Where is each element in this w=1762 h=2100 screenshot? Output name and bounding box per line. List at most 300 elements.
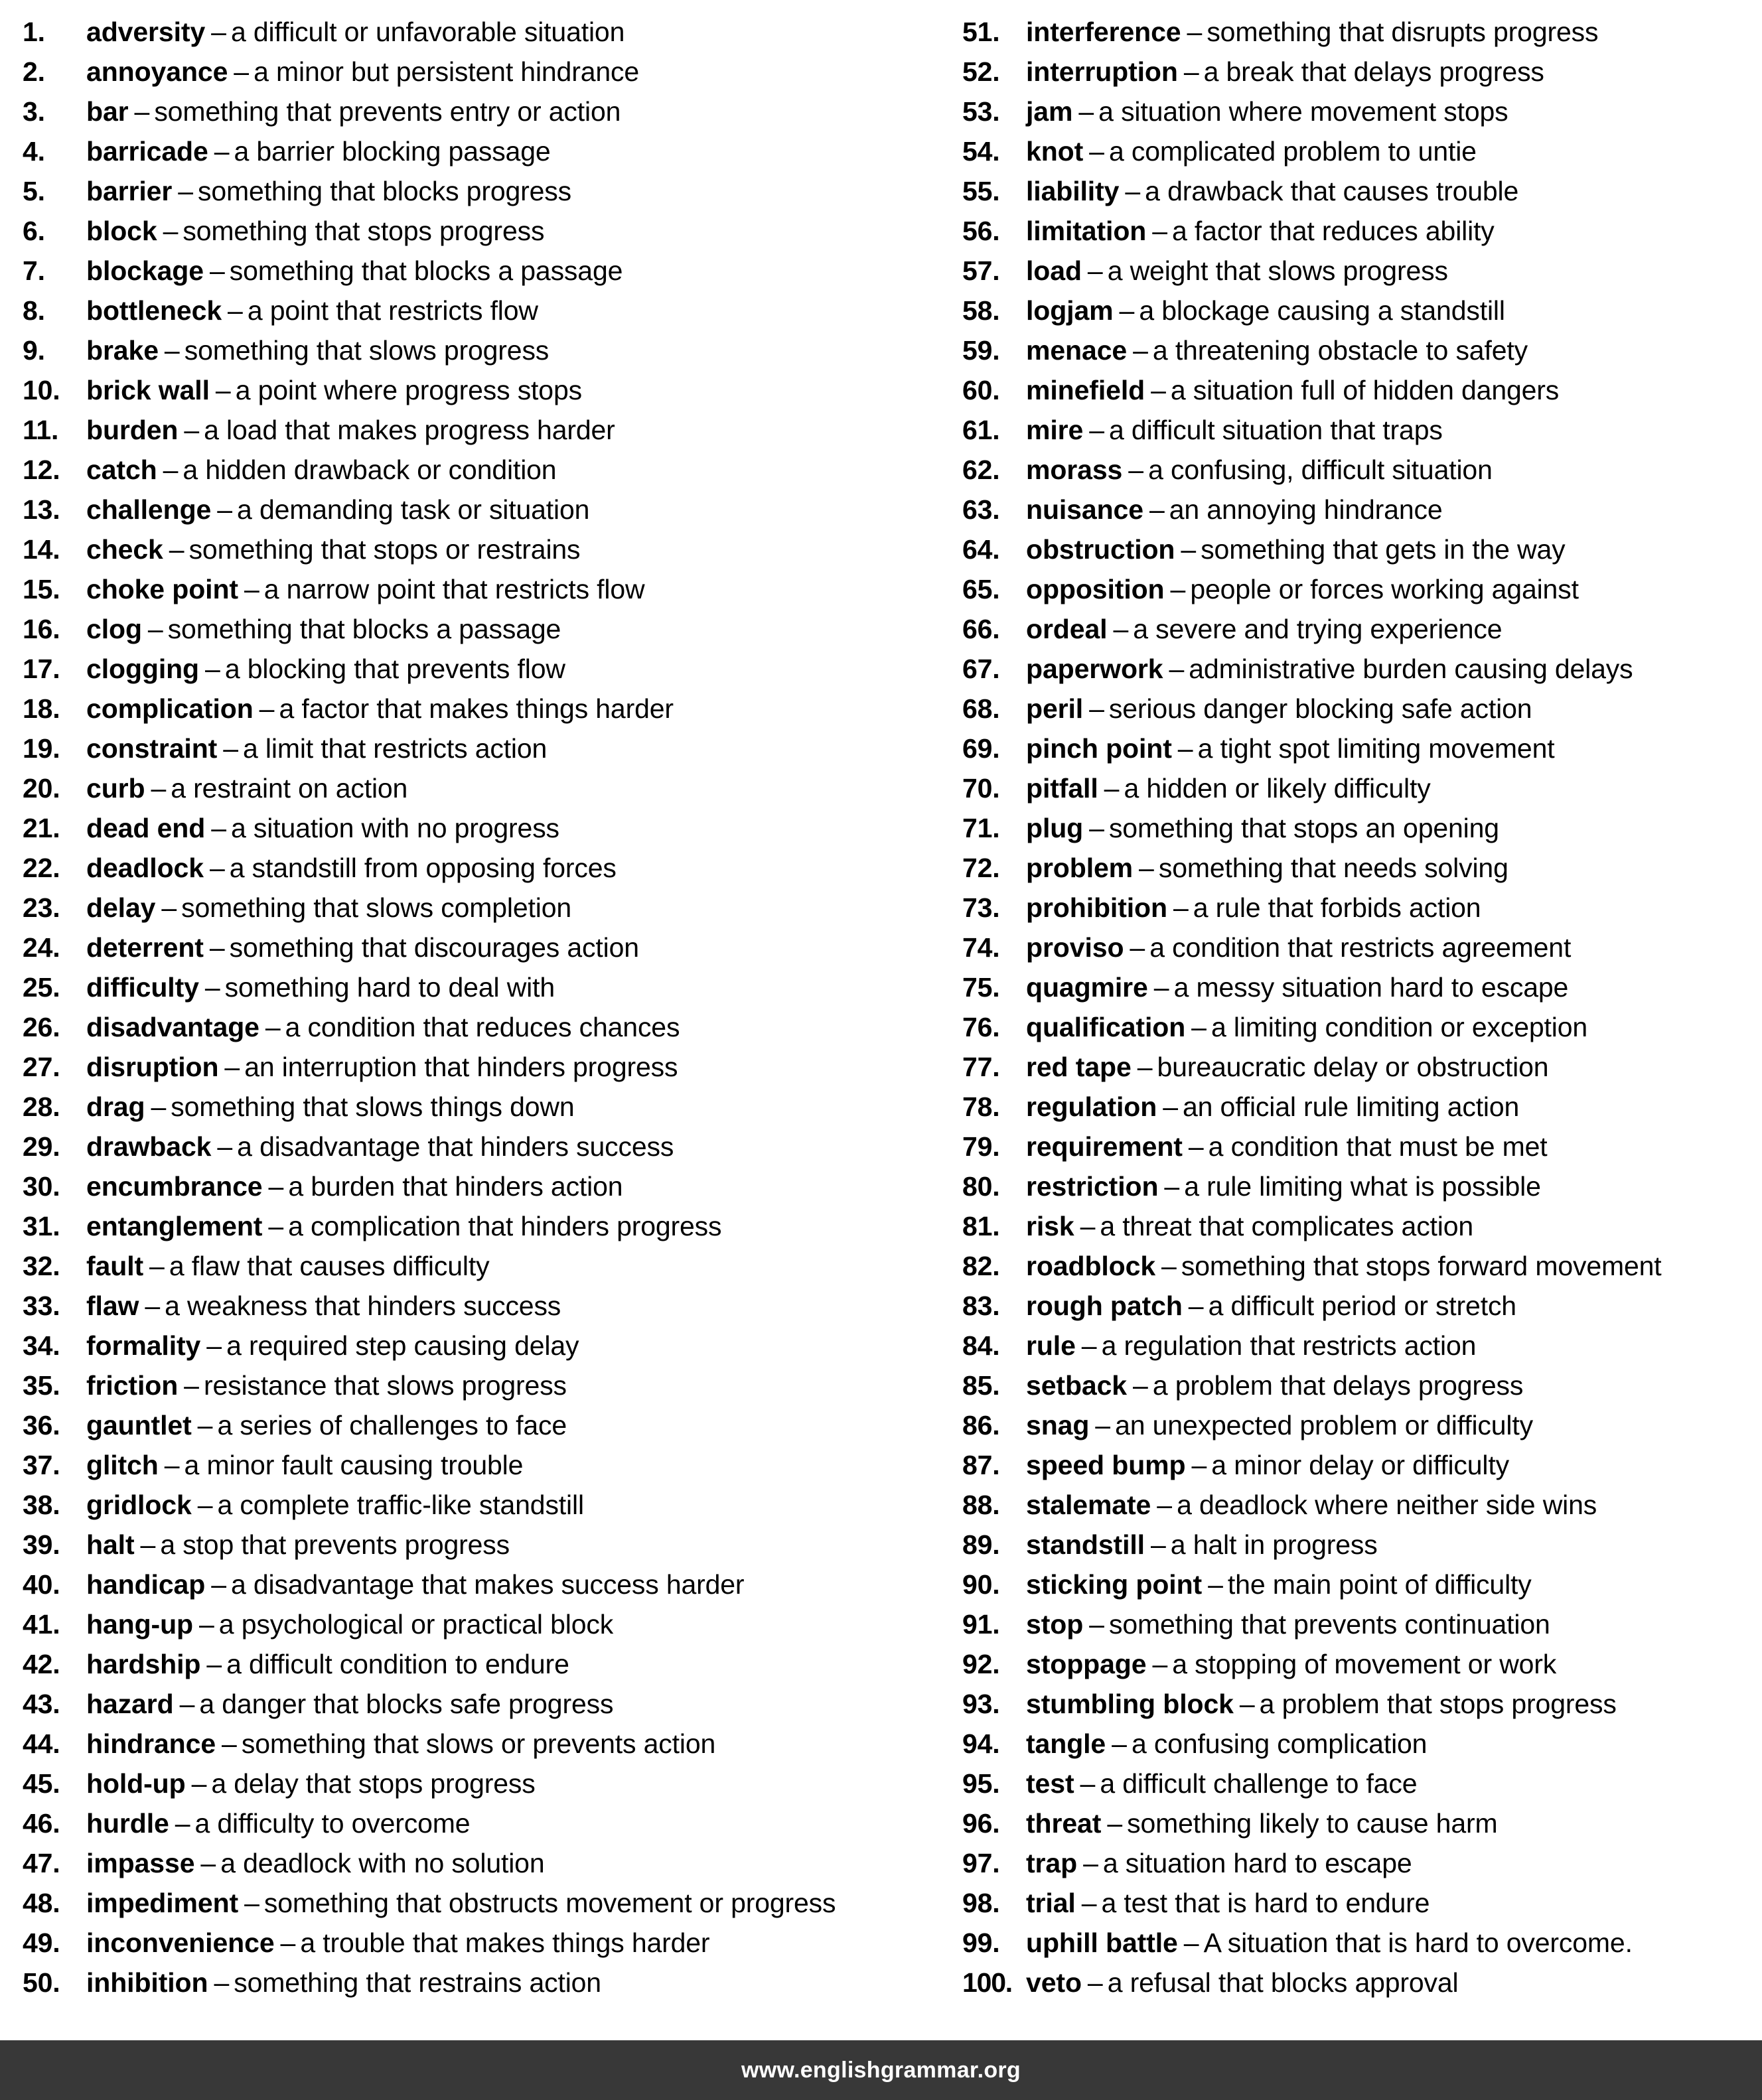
list-item-definition: a limiting condition or exception xyxy=(1211,1012,1588,1042)
list-item xyxy=(962,1764,1762,1803)
list-item-term: entanglement xyxy=(86,1211,263,1241)
list-item xyxy=(23,1963,949,2002)
list-item-term: paperwork xyxy=(1026,654,1163,684)
list-item-separator-dash: – xyxy=(1191,1450,1207,1480)
list-item-definition: a messy situation hard to escape xyxy=(1173,972,1569,1003)
list-item-term: standstill xyxy=(1026,1529,1145,1560)
list-item-definition: a disadvantage that hinders success xyxy=(237,1131,674,1162)
list-item-number: 24. xyxy=(23,932,60,963)
list-item-number: 95. xyxy=(962,1768,1000,1799)
list-item-term: jam xyxy=(1026,96,1073,127)
list-item-number: 2. xyxy=(23,56,45,87)
list-item-term: hazard xyxy=(86,1689,174,1719)
list-item-term: interference xyxy=(1026,17,1181,47)
list-item xyxy=(23,1246,949,1286)
list-item-number: 16. xyxy=(23,614,60,644)
list-item-number: 78. xyxy=(962,1091,1000,1122)
list-item-term: tangle xyxy=(1026,1728,1106,1759)
list-item-number: 15. xyxy=(23,574,60,604)
list-item-separator-dash: – xyxy=(1157,1490,1173,1520)
list-item xyxy=(23,370,949,410)
list-item-number: 40. xyxy=(23,1569,60,1600)
list-item-definition: something that prevents entry or action xyxy=(154,96,621,127)
list-item-separator-dash: – xyxy=(169,534,184,565)
list-item-separator-dash: – xyxy=(1113,614,1129,644)
list-item xyxy=(962,1286,1762,1326)
list-item-term: difficulty xyxy=(86,972,199,1003)
list-item-definition: a factor that reduces ability xyxy=(1172,216,1495,246)
list-item-definition: a break that delays progress xyxy=(1203,56,1544,87)
list-item-separator-dash: – xyxy=(1080,1768,1096,1799)
list-item-term: load xyxy=(1026,255,1082,286)
list-item xyxy=(23,967,949,1007)
list-item-term: adversity xyxy=(86,17,206,47)
list-item-number: 34. xyxy=(23,1330,60,1361)
list-item-separator-dash: – xyxy=(1133,335,1148,366)
list-item-definition: a point where progress stops xyxy=(235,375,582,405)
list-item xyxy=(23,131,949,171)
list-item xyxy=(23,848,949,888)
list-item xyxy=(962,967,1762,1007)
list-item-number: 84. xyxy=(962,1330,1000,1361)
list-item-number: 71. xyxy=(962,813,1000,843)
list-item-term: stop xyxy=(1026,1609,1084,1640)
list-item xyxy=(23,1365,949,1405)
list-item-number: 51. xyxy=(962,17,1000,47)
list-item-definition: a complicated problem to untie xyxy=(1108,136,1477,167)
list-item-separator-dash: – xyxy=(175,1808,190,1839)
list-item-definition: something that stops or restrains xyxy=(188,534,581,565)
list-item-term: hindrance xyxy=(86,1728,216,1759)
list-item-number: 75. xyxy=(962,972,1000,1003)
list-item-separator-dash: – xyxy=(191,1768,207,1799)
list-item-separator-dash: – xyxy=(1164,1171,1180,1202)
list-item-separator-dash: – xyxy=(215,375,231,405)
list-item-separator-dash: – xyxy=(184,415,200,445)
list-item-term: block xyxy=(86,216,157,246)
list-item-term: curb xyxy=(86,773,145,804)
list-item xyxy=(962,1604,1762,1644)
list-item-definition: a series of challenges to face xyxy=(217,1410,567,1440)
list-item xyxy=(962,1206,1762,1246)
list-item-separator-dash: – xyxy=(234,56,250,87)
list-item-number: 57. xyxy=(962,255,1000,286)
list-item-number: 29. xyxy=(23,1131,60,1162)
list-item-term: risk xyxy=(1026,1211,1074,1241)
list-item-term: pitfall xyxy=(1026,773,1098,804)
list-item-term: ordeal xyxy=(1026,614,1108,644)
list-item xyxy=(962,569,1762,609)
list-item-number: 7. xyxy=(23,255,45,286)
list-item-definition: a delay that stops progress xyxy=(211,1768,536,1799)
list-item-definition: a test that is hard to endure xyxy=(1101,1888,1430,1918)
list-item-number: 26. xyxy=(23,1012,60,1042)
list-item-separator-dash: – xyxy=(151,1091,167,1122)
list-item-definition: a drawback that causes trouble xyxy=(1145,176,1519,206)
list-item-term: burden xyxy=(86,415,179,445)
list-item-number: 48. xyxy=(23,1888,60,1918)
list-item-term: snag xyxy=(1026,1410,1090,1440)
list-item-separator-dash: – xyxy=(1137,1052,1153,1082)
list-item-number: 21. xyxy=(23,813,60,843)
list-item-number: 82. xyxy=(962,1251,1000,1281)
list-item-separator-dash: – xyxy=(1083,1848,1098,1878)
list-item-term: plug xyxy=(1026,813,1084,843)
list-item-term: flaw xyxy=(86,1291,139,1321)
list-item-definition: a difficult period or stretch xyxy=(1208,1291,1516,1321)
list-item xyxy=(23,1525,949,1565)
list-item-separator-dash: – xyxy=(214,136,230,167)
list-item-separator-dash: – xyxy=(204,972,220,1003)
list-item-term: check xyxy=(86,534,163,565)
list-item-number: 31. xyxy=(23,1211,60,1241)
list-item xyxy=(23,1565,949,1604)
list-item-term: pinch point xyxy=(1026,733,1172,764)
list-item-definition: a complication that hinders progress xyxy=(288,1211,722,1241)
list-item-separator-dash: – xyxy=(214,1967,230,1998)
list-item xyxy=(962,1007,1762,1047)
list-item xyxy=(962,450,1762,490)
list-item-term: blockage xyxy=(86,255,204,286)
list-item-separator-dash: – xyxy=(1104,773,1120,804)
list-item-number: 98. xyxy=(962,1888,1000,1918)
list-item-definition: a difficulty to overcome xyxy=(194,1808,471,1839)
list-item-term: quagmire xyxy=(1026,972,1148,1003)
list-item-term: hardship xyxy=(86,1649,201,1679)
list-item-separator-dash: – xyxy=(1095,1410,1111,1440)
list-item-separator-dash: – xyxy=(145,1291,161,1321)
list-item-term: hang-up xyxy=(86,1609,193,1640)
list-item-definition: a demanding task or situation xyxy=(237,494,590,525)
list-item-definition: a blocking that prevents flow xyxy=(224,654,565,684)
list-item-number: 61. xyxy=(962,415,1000,445)
list-item xyxy=(962,330,1762,370)
list-item-separator-dash: – xyxy=(1188,1291,1204,1321)
list-item-definition: bureaucratic delay or obstruction xyxy=(1157,1052,1549,1082)
list-item xyxy=(23,729,949,768)
list-item-number: 20. xyxy=(23,773,60,804)
list-item-definition: a difficult condition to endure xyxy=(226,1649,569,1679)
list-item-separator-dash: – xyxy=(1153,972,1169,1003)
list-item-term: rough patch xyxy=(1026,1291,1183,1321)
list-item-separator-dash: – xyxy=(1089,693,1104,724)
list-item xyxy=(962,888,1762,928)
list-item-number: 54. xyxy=(962,136,1000,167)
list-item-definition: a condition that restricts agreement xyxy=(1149,932,1572,963)
list-item-number: 58. xyxy=(962,295,1000,326)
list-item-separator-dash: – xyxy=(1169,654,1185,684)
list-item-separator-dash: – xyxy=(163,216,179,246)
left-column-list xyxy=(23,12,949,2002)
list-item-definition: a severe and trying experience xyxy=(1133,614,1503,644)
list-item xyxy=(962,1684,1762,1724)
list-item xyxy=(23,609,949,649)
list-item-number: 77. xyxy=(962,1052,1000,1082)
list-item-definition: a rule limiting what is possible xyxy=(1184,1171,1541,1202)
list-item-definition: a hidden or likely difficulty xyxy=(1124,773,1431,804)
list-item-term: halt xyxy=(86,1529,135,1560)
list-item xyxy=(962,1166,1762,1206)
list-item-term: restriction xyxy=(1026,1171,1159,1202)
list-item-separator-dash: – xyxy=(1177,733,1193,764)
list-item-definition: a blockage causing a standstill xyxy=(1139,295,1505,326)
list-item-term: complication xyxy=(86,693,254,724)
list-item-term: regulation xyxy=(1026,1091,1157,1122)
list-item-definition: a trouble that makes things harder xyxy=(300,1927,710,1958)
list-item-separator-dash: – xyxy=(224,1052,240,1082)
list-item-number: 45. xyxy=(23,1768,60,1799)
list-item-separator-dash: – xyxy=(244,1888,259,1918)
list-item-number: 42. xyxy=(23,1649,60,1679)
list-item-term: menace xyxy=(1026,335,1128,366)
list-item-separator-dash: – xyxy=(197,1410,213,1440)
list-item-definition: something that slows progress xyxy=(184,335,550,366)
list-item-separator-dash: – xyxy=(1089,415,1105,445)
list-item-separator-dash: – xyxy=(1139,853,1154,883)
list-item-definition: a halt in progress xyxy=(1170,1529,1378,1560)
list-item-term: inhibition xyxy=(86,1967,208,1998)
list-item-definition: something that stops an opening xyxy=(1108,813,1499,843)
right-column xyxy=(949,12,1762,2002)
list-item-term: morass xyxy=(1026,455,1123,485)
list-item-definition: a minor fault causing trouble xyxy=(184,1450,524,1480)
list-item xyxy=(23,1007,949,1047)
list-item xyxy=(23,330,949,370)
list-item xyxy=(23,1644,949,1684)
list-item-number: 81. xyxy=(962,1211,1000,1241)
list-item xyxy=(962,1923,1762,1963)
list-item-separator-dash: – xyxy=(1133,1370,1148,1401)
list-item xyxy=(962,1365,1762,1405)
list-item-separator-dash: – xyxy=(222,1728,237,1759)
list-item-term: trap xyxy=(1026,1848,1078,1878)
list-item-definition: a tight spot limiting movement xyxy=(1197,733,1555,764)
list-item-term: stoppage xyxy=(1026,1649,1147,1679)
list-item-definition: a threatening obstacle to safety xyxy=(1152,335,1528,366)
list-item-definition: something that restrains action xyxy=(234,1967,601,1998)
list-item xyxy=(23,569,949,609)
list-item-separator-dash: – xyxy=(1181,534,1197,565)
list-item-number: 17. xyxy=(23,654,60,684)
list-item xyxy=(962,211,1762,251)
list-item-term: sticking point xyxy=(1026,1569,1203,1600)
list-item-term: drag xyxy=(86,1091,145,1122)
list-item-term: knot xyxy=(1026,136,1084,167)
list-item xyxy=(962,1644,1762,1684)
list-item xyxy=(23,1445,949,1485)
list-item-definition: something that needs solving xyxy=(1158,853,1508,883)
list-item-term: inconvenience xyxy=(86,1927,275,1958)
list-item xyxy=(962,171,1762,211)
list-item-term: barricade xyxy=(86,136,208,167)
list-item-number: 56. xyxy=(962,216,1000,246)
list-item-separator-dash: – xyxy=(1087,255,1103,286)
list-item xyxy=(23,1724,949,1764)
list-item-number: 33. xyxy=(23,1291,60,1321)
list-item-separator-dash: – xyxy=(1183,56,1199,87)
list-item-number: 47. xyxy=(23,1848,60,1878)
list-item-definition: a confusing complication xyxy=(1131,1728,1428,1759)
list-item-separator-dash: – xyxy=(228,295,243,326)
list-item-number: 50. xyxy=(23,1967,60,1998)
list-item-separator-dash: – xyxy=(147,614,163,644)
list-item-term: limitation xyxy=(1026,216,1147,246)
list-item-definition: a difficult or unfavorable situation xyxy=(230,17,625,47)
list-item-definition: a minor delay or difficulty xyxy=(1211,1450,1509,1480)
list-item-term: bar xyxy=(86,96,129,127)
list-item-number: 68. xyxy=(962,693,1000,724)
list-item-number: 8. xyxy=(23,295,45,326)
list-item-definition: a point that restricts flow xyxy=(247,295,538,326)
list-item-term: bottleneck xyxy=(86,295,222,326)
list-item-separator-dash: – xyxy=(140,1529,156,1560)
footer-bar xyxy=(0,2040,1762,2100)
list-item-separator-dash: – xyxy=(211,1569,226,1600)
list-item-term: hurdle xyxy=(86,1808,169,1839)
list-item-number: 66. xyxy=(962,614,1000,644)
list-item-separator-dash: – xyxy=(1187,17,1203,47)
list-item xyxy=(962,729,1762,768)
list-item xyxy=(962,1127,1762,1166)
list-item-definition: something that gets in the way xyxy=(1201,534,1566,565)
list-item-separator-dash: – xyxy=(164,335,180,366)
list-item-number: 27. xyxy=(23,1052,60,1082)
list-item xyxy=(23,490,949,529)
list-item-definition: something likely to cause harm xyxy=(1127,1808,1498,1839)
list-item xyxy=(962,1246,1762,1286)
list-item xyxy=(962,131,1762,171)
list-item-term: fault xyxy=(86,1251,144,1281)
list-item-number: 19. xyxy=(23,733,60,764)
list-item-term: formality xyxy=(86,1330,201,1361)
list-item-separator-dash: – xyxy=(1149,494,1165,525)
list-item-separator-dash: – xyxy=(209,932,225,963)
list-item-number: 39. xyxy=(23,1529,60,1560)
list-item-separator-dash: – xyxy=(205,654,220,684)
list-item-term: proviso xyxy=(1026,932,1124,963)
list-item xyxy=(962,490,1762,529)
list-item-definition: a load that makes progress harder xyxy=(204,415,615,445)
list-item-term: friction xyxy=(86,1370,179,1401)
list-item-number: 30. xyxy=(23,1171,60,1202)
list-item-term: impasse xyxy=(86,1848,195,1878)
list-item-definition: something that obstructs movement or progress xyxy=(263,1888,836,1918)
list-item-term: catch xyxy=(86,455,157,485)
list-item-separator-dash: – xyxy=(149,1251,165,1281)
list-item-number: 70. xyxy=(962,773,1000,804)
list-item-term: dead end xyxy=(86,813,206,843)
list-item-definition: a rule that forbids action xyxy=(1193,892,1481,923)
list-item-definition: administrative burden causing delays xyxy=(1189,654,1633,684)
list-item xyxy=(23,410,949,450)
list-item-definition: a weakness that hinders success xyxy=(165,1291,561,1321)
list-item-term: brick wall xyxy=(86,375,210,405)
list-item-definition: something that slows or prevents action xyxy=(241,1728,716,1759)
list-item-separator-dash: – xyxy=(1089,813,1104,843)
list-item xyxy=(962,1843,1762,1883)
list-item-number: 46. xyxy=(23,1808,60,1839)
right-column-list xyxy=(962,12,1762,2002)
list-item xyxy=(962,1525,1762,1565)
list-item-separator-dash: – xyxy=(178,176,194,206)
list-item-number: 62. xyxy=(962,455,1000,485)
list-item-term: gauntlet xyxy=(86,1410,192,1440)
list-item xyxy=(23,1485,949,1525)
list-item-number: 85. xyxy=(962,1370,1000,1401)
list-item-term: uphill battle xyxy=(1026,1927,1178,1958)
list-item xyxy=(962,1803,1762,1843)
list-item-definition: something that slows completion xyxy=(181,892,572,923)
list-item-separator-dash: – xyxy=(259,693,275,724)
list-item-definition: a condition that reduces chances xyxy=(285,1012,680,1042)
list-item-term: impediment xyxy=(86,1888,239,1918)
list-item-number: 67. xyxy=(962,654,1000,684)
list-item-separator-dash: – xyxy=(134,96,150,127)
list-item-separator-dash: – xyxy=(211,17,226,47)
list-item-definition: a stopping of movement or work xyxy=(1172,1649,1557,1679)
list-item-separator-dash: – xyxy=(217,1131,233,1162)
list-item xyxy=(962,808,1762,848)
list-item-separator-dash: – xyxy=(1078,96,1094,127)
list-item-term: liability xyxy=(1026,176,1120,206)
list-item-definition: a situation full of hidden dangers xyxy=(1170,375,1560,405)
list-item-separator-dash: – xyxy=(223,733,239,764)
list-item-definition: a factor that makes things harder xyxy=(279,693,674,724)
list-item xyxy=(23,649,949,689)
list-item xyxy=(23,12,949,52)
list-item xyxy=(23,1883,949,1923)
list-item-term: mire xyxy=(1026,415,1084,445)
list-item-separator-dash: – xyxy=(200,1848,216,1878)
list-item-term: qualification xyxy=(1026,1012,1186,1042)
list-item xyxy=(962,1326,1762,1365)
list-item-separator-dash: – xyxy=(1081,1888,1097,1918)
list-item-definition: something that prevents continuation xyxy=(1108,1609,1550,1640)
list-item-term: rule xyxy=(1026,1330,1076,1361)
list-item-number: 12. xyxy=(23,455,60,485)
list-item xyxy=(23,928,949,967)
list-item-definition: a required step causing delay xyxy=(226,1330,579,1361)
list-item-separator-dash: – xyxy=(1087,1967,1103,1998)
list-item-number: 88. xyxy=(962,1490,1000,1520)
list-item-separator-dash: – xyxy=(1163,1091,1178,1122)
list-item-definition: a refusal that blocks approval xyxy=(1107,1967,1459,1998)
list-item-term: disadvantage xyxy=(86,1012,259,1042)
list-item-definition: a flaw that causes difficulty xyxy=(169,1251,490,1281)
list-item-definition: a limit that restricts action xyxy=(243,733,548,764)
list-item xyxy=(962,12,1762,52)
list-item xyxy=(962,52,1762,92)
list-item xyxy=(23,1843,949,1883)
list-item-separator-dash: – xyxy=(1188,1131,1204,1162)
list-item-term: logjam xyxy=(1026,295,1114,326)
list-item-number: 65. xyxy=(962,574,1000,604)
list-item-term: stumbling block xyxy=(1026,1689,1234,1719)
list-item-number: 64. xyxy=(962,534,1000,565)
list-item-definition: something that discourages action xyxy=(229,932,639,963)
list-item-number: 93. xyxy=(962,1689,1000,1719)
list-item-term: encumbrance xyxy=(86,1171,263,1202)
list-item xyxy=(23,171,949,211)
list-item-number: 80. xyxy=(962,1171,1000,1202)
list-item-term: speed bump xyxy=(1026,1450,1186,1480)
list-item-separator-dash: – xyxy=(265,1012,281,1042)
list-item-separator-dash: – xyxy=(1107,1808,1123,1839)
list-item-definition: people or forces working against xyxy=(1190,574,1579,604)
list-item-number: 53. xyxy=(962,96,1000,127)
list-item-number: 83. xyxy=(962,1291,1000,1321)
list-item xyxy=(962,768,1762,808)
